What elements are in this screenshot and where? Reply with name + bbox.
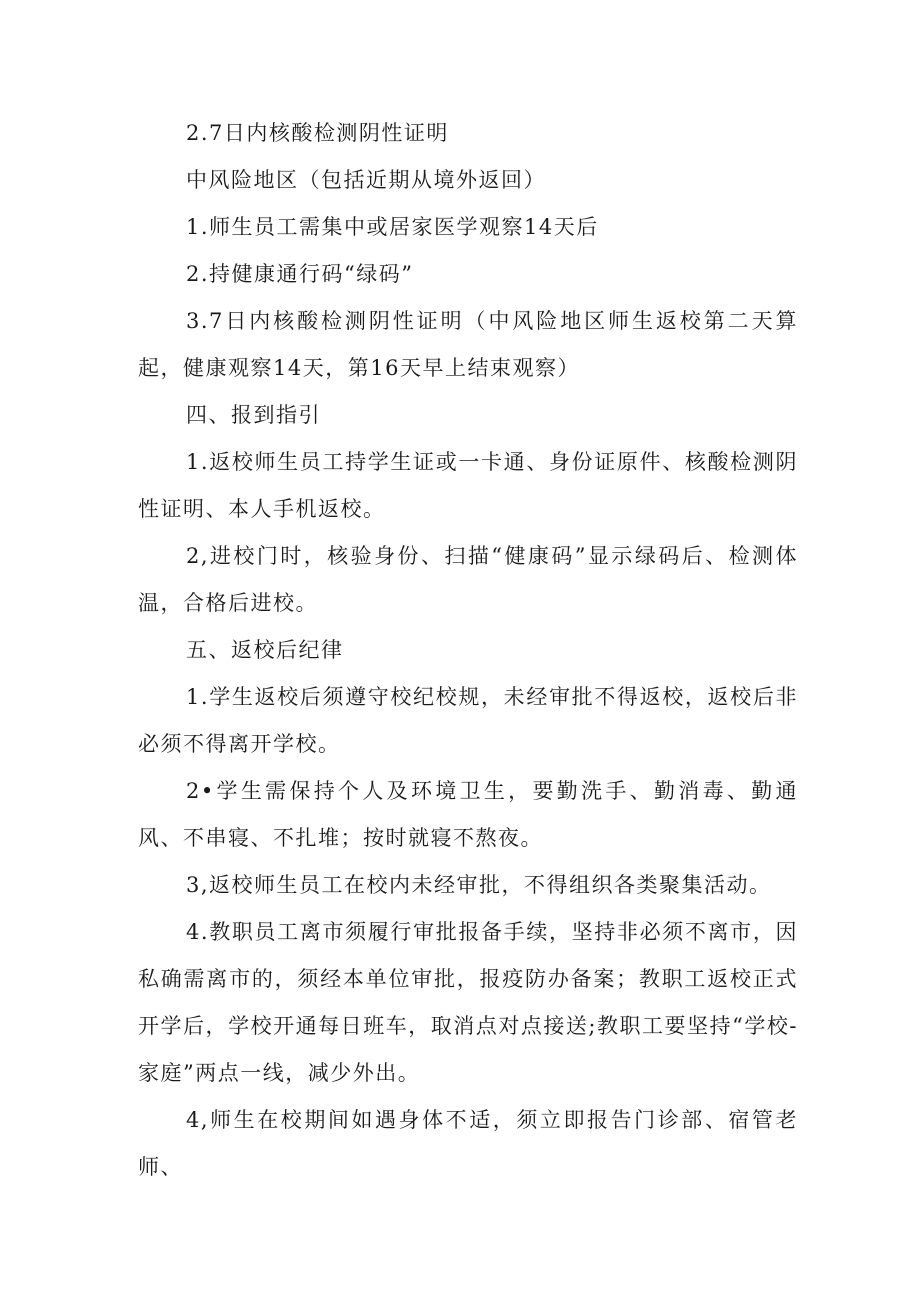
section-heading-check-in-guide: 四、报到指引: [186, 403, 321, 427]
paragraph-school-rules: 1.学生返校后须遵守校纪校规，未经审批不得返校，返校后非必须不得离开学校。: [138, 685, 798, 756]
paragraph-entry-verification: 2,进校门时，核验身份、扫描“健康码”显示绿码后、检测体温，合格后进校。: [138, 544, 798, 615]
paragraph-hygiene: 2•学生需保持个人及环境卫生，要勤洗手、勤消毒、勤通风、不串寝、不扎堆；按时就寝不熬夜。: [138, 779, 798, 850]
paragraph-nucleic-test-proof: 2.7日内核酸检测阴性证明: [186, 121, 449, 145]
paragraph-medium-risk-heading: 中风险地区（包括近期从境外返回）: [186, 168, 546, 192]
paragraph-medical-observation: 1.师生员工需集中或居家医学观察14天后: [186, 215, 599, 239]
paragraph-no-gatherings: 3,返校师生员工在校内未经审批，不得组织各类聚集活动。: [186, 873, 772, 897]
paragraph-return-documents: 1.返校师生员工持学生证或一卡通、身份证原件、核酸检测阴性证明、本人手机返校。: [138, 450, 798, 521]
paragraph-green-code: 2.持健康通行码“绿码”: [186, 262, 414, 286]
paragraph-illness-report: 4,师生在校期间如遇身体不适，须立即报告门诊部、宿管老师、: [138, 1108, 798, 1179]
section-heading-discipline: 五、返校后纪律: [186, 638, 344, 662]
paragraph-staff-travel: 4.教职员工离市须履行审批报备手续，坚持非必须不离市，因私确需离市的，须经本单位审批，报疫防办备案；教职工返校正式开学后，学校开通每日班车，取消点对点接送;教职工要坚持“学校-家庭”两点一线，减少外出。: [138, 920, 798, 1085]
paragraph-nucleic-test-medium-risk: 3.7日内核酸检测阴性证明（中风险地区师生返校第二天算起，健康观察14天，第16天早上结束观察）: [138, 309, 798, 380]
document-body: [138, 110, 798, 1191]
